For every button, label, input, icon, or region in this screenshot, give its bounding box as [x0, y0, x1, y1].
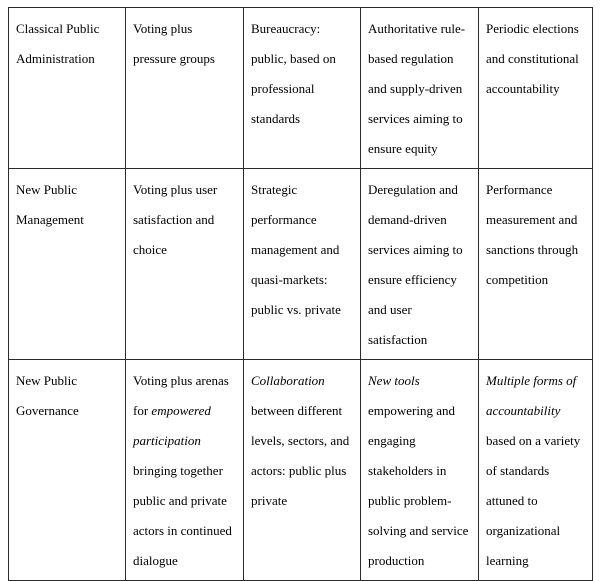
cell-cpa-organization: [244, 8, 361, 169]
cell-emphasis: Multiple forms of accountability: [486, 373, 577, 418]
cell-text: between different levels, sectors, and actors: public plus private: [251, 403, 350, 508]
cell-npg-service-delivery: [361, 360, 479, 581]
row-label-new-public-management: New Public Management: [9, 169, 126, 360]
cell-text: empowering and engaging stakeholders in public problem-solving and service production: [368, 403, 469, 568]
row-label-new-public-governance: New Public Governance: [9, 360, 126, 581]
cell-text: Bureaucracy: public, based on professional standards: [251, 21, 336, 126]
cell-cpa-participation: [126, 8, 244, 169]
cell-text: based on a variety of standards attuned to organizational learning: [486, 433, 581, 568]
cell-emphasis: empowered participation: [133, 403, 211, 448]
cell-npm-participation: [126, 169, 244, 360]
cell-npm-organization: [244, 169, 361, 360]
cell-emphasis: Collaboration: [251, 373, 325, 388]
cell-npg-participation: [126, 360, 244, 581]
table-row: [9, 360, 593, 581]
cell-cpa-accountability: [479, 8, 593, 169]
cell-npm-accountability: [479, 169, 593, 360]
cell-npg-organization: [244, 360, 361, 581]
table-row: [9, 8, 593, 169]
table-row: [9, 169, 593, 360]
cell-npm-service-delivery: [361, 169, 479, 360]
cell-emphasis: New tools: [368, 373, 420, 388]
cell-cpa-service-delivery: [361, 8, 479, 169]
row-label-classical-public-administration: Classical Public Administration: [9, 8, 126, 169]
cell-text: Voting plus pressure groups: [133, 21, 215, 66]
cell-text: Voting plus user satisfaction and choice: [133, 182, 218, 257]
cell-npg-accountability: [479, 360, 593, 581]
cell-text: bringing together public and private actors in continued dialogue: [133, 463, 232, 568]
cell-text-before: Voting plus arenas for: [133, 373, 229, 418]
cell-text: Performance measurement and sanctions through competition: [486, 182, 579, 287]
comparison-table: [8, 7, 593, 581]
cell-text: Strategic performance management and quasi-markets: public vs. private: [251, 182, 341, 317]
cell-text: Deregulation and demand-driven services aiming to ensure efficiency and user satisfaction: [368, 182, 463, 347]
cell-text: Authoritative rule-based regulation and supply-driven services aiming to ensure equity: [368, 21, 466, 156]
cell-text: Periodic elections and constitutional accountability: [486, 21, 579, 96]
